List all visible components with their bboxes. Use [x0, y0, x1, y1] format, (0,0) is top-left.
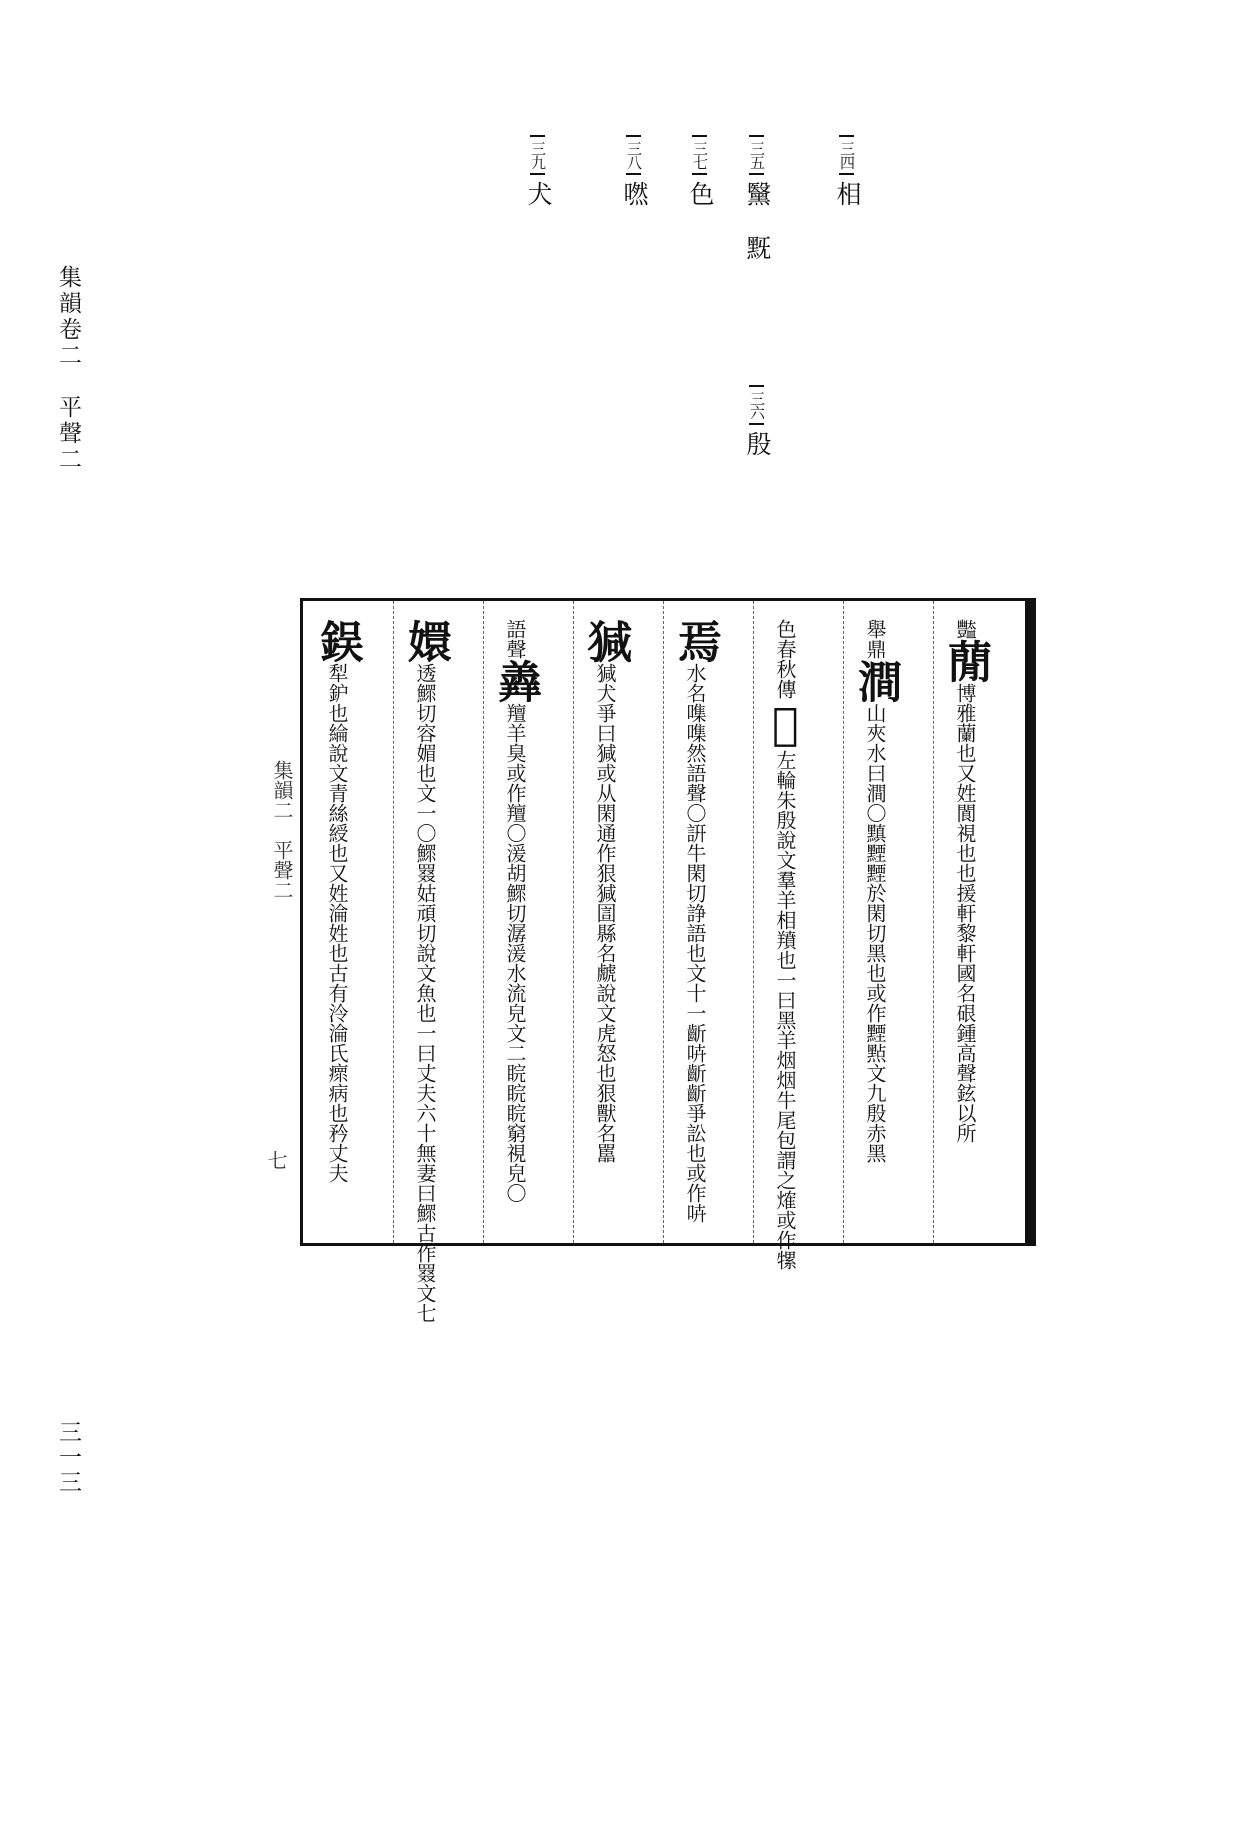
column-lead: 豓 [953, 619, 977, 639]
column-text: 透鰥切容媚也文一〇鰥罬姑頑切說文魚也一曰丈夫六十無妻曰鰥古作罬文七 [413, 663, 437, 1323]
head-character: 鋘 [312, 619, 363, 663]
running-title: 集韻卷二 平聲二 [55, 265, 81, 473]
edition-label: 集韻二 平聲二 [270, 760, 294, 900]
collation-note [835, 135, 860, 206]
column-rule [393, 601, 394, 1243]
text-column [940, 619, 991, 1143]
note-number: 三七 [692, 135, 707, 175]
note-text: 殷 [743, 431, 772, 456]
text-column [400, 619, 451, 1323]
column-rule [753, 601, 754, 1243]
note-text: 嘫 [620, 181, 649, 206]
column-rule [573, 601, 574, 1243]
head-character: 蕑 [940, 639, 991, 683]
text-column [760, 619, 811, 1270]
leaf-number: 七 [264, 1150, 288, 1170]
note-text: 犬 [524, 181, 553, 206]
column-rule [483, 601, 484, 1243]
collation-note [745, 135, 770, 260]
text-column [580, 619, 631, 1163]
page-number: 三一三 [55, 1420, 81, 1495]
column-lead: 色春秋傳 [773, 619, 797, 699]
column-text: 犁鈩也綸說文青絲綬也又姓淪姓也古有泠淪氏瘝病也矜丈夫 [325, 663, 349, 1183]
collation-note [526, 135, 551, 206]
column-rule [843, 601, 844, 1243]
head-character: 羴 [490, 659, 541, 703]
note-text: 黳 黖 [743, 181, 772, 260]
note-text: 相 [833, 181, 862, 206]
column-text: 㺂犬爭曰㺂或从閑通作狠㺂圁縣名虤說文虎怒也狠獸名嚚 [593, 663, 617, 1163]
head-character: 焉 [670, 619, 721, 663]
column-text: 山夾水曰澗〇黰黫黫於閑切黑也或作黫㸃文九殷赤黑 [863, 703, 887, 1163]
head-character: 澗 [850, 659, 901, 703]
column-lead: 語聲 [503, 619, 527, 659]
column-rule [933, 601, 934, 1243]
head-character: 𦏁 [760, 699, 811, 750]
woodblock-page [300, 598, 1036, 1323]
text-column [850, 619, 901, 1163]
column-rule [663, 601, 664, 1243]
column-text: 博雅蘭也又姓閬視也也援軒黎軒國名硍鍾高聲鉉以所 [953, 683, 977, 1143]
head-character: 嬛 [400, 619, 451, 663]
note-number: 三五 [749, 135, 764, 175]
column-lead: 舉鼎 [863, 619, 887, 659]
collation-note [745, 385, 770, 456]
text-column [670, 619, 721, 1223]
column-text: 羶羊臭或作羶〇湲胡鰥切潺湲水流皃文二睆睆睆窮視皃〇 [503, 703, 527, 1203]
head-character: 㺂 [580, 619, 631, 663]
note-number: 三八 [626, 135, 641, 175]
text-column [490, 619, 541, 1203]
note-number: 三六 [749, 385, 764, 425]
column-text: 水名㗱㗱然語聲〇詽牛閑切諍語也文十一齗𠱥齗齗爭訟也或作𠱥 [683, 663, 707, 1223]
collation-note [688, 135, 713, 206]
column-text: 左輪朱殷說文羣羊相羵也一曰黑羊烟烟牛尾包謂之𤌍或作㹎 [773, 750, 797, 1270]
note-number: 三九 [530, 135, 545, 175]
note-text: 色 [686, 181, 715, 206]
collation-note [622, 135, 647, 206]
note-number: 三四 [839, 135, 854, 175]
text-column [312, 619, 363, 1183]
